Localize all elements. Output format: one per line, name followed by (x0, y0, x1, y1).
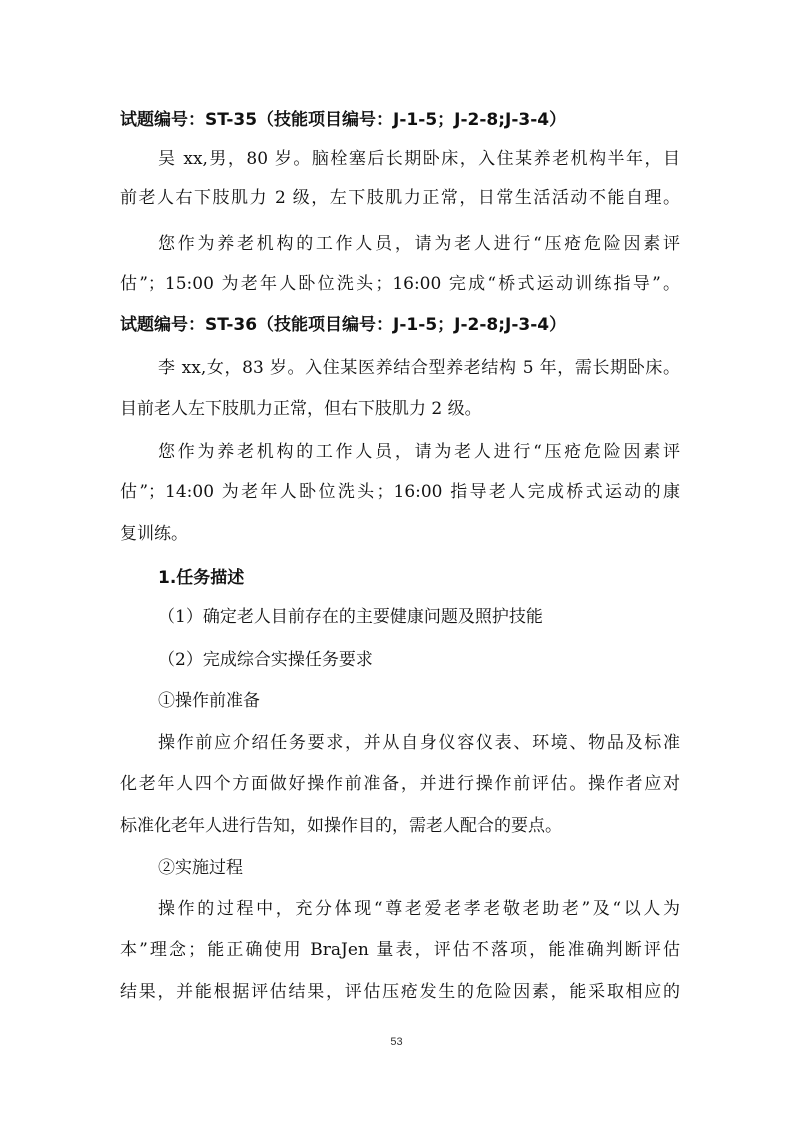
paragraph-line: 估”；14:00 为老年人卧位洗头；16:00 指导老人完成桥式运动的康 (120, 482, 680, 502)
paragraph-line: 本”理念；能正确使用 BraJen 量表，评估不落项，能准确判断评估 (120, 940, 680, 960)
paragraph-line: 操作前应介绍任务要求，并从自身仪容仪表、环境、物品及标准 (158, 733, 680, 753)
subsection-heading: ①操作前准备 (158, 691, 260, 711)
paragraph-line: 估”；15:00 为老年人卧位洗头；16:00 完成“桥式运动训练指导”。 (120, 274, 680, 294)
paragraph-line: 您作为养老机构的工作人员，请为老人进行“压疮危险因素评 (158, 234, 680, 254)
paragraph-line: 标准化老年人进行告知，如操作目的，需老人配合的要点。 (120, 816, 562, 836)
question-heading-st36: 试题编号：ST-36（技能项目编号：J-1-5；J-2-8;J-3-4） (120, 315, 567, 335)
paragraph-line: 操作的过程中，充分体现“尊老爱老孝老敬老助老”及“以人为 (158, 899, 680, 919)
question-heading-st35: 试题编号：ST-35（技能项目编号：J-1-5；J-2-8;J-3-4） (120, 110, 567, 130)
paragraph-line: 李 xx,女，83 岁。入住某医养结合型养老结构 5 年，需长期卧床。 (158, 358, 680, 378)
paragraph-line: 结果，并能根据评估结果，评估压疮发生的危险因素，能采取相应的 (120, 982, 680, 1002)
paragraph-line: 复训练。 (120, 524, 188, 544)
paragraph-line: 吴 xx,男，80 岁。脑栓塞后长期卧床，入住某养老机构半年，目 (158, 149, 680, 169)
paragraph-line: 前老人右下肢肌力 2 级，左下肢肌力正常，日常生活活动不能自理。 (120, 188, 680, 208)
subsection-heading: ②实施过程 (158, 858, 243, 878)
paragraph-line: 目前老人左下肢肌力正常，但右下肢肌力 2 级。 (120, 399, 482, 419)
paragraph-line: 化老年人四个方面做好操作前准备，并进行操作前评估。操作者应对 (120, 774, 680, 794)
list-item: （2）完成综合实操任务要求 (158, 650, 373, 670)
section-heading: 1.任务描述 (158, 568, 245, 588)
page-number: 53 (390, 1036, 403, 1048)
list-item: （1）确定老人目前存在的主要健康问题及照护技能 (158, 607, 543, 627)
paragraph-line: 您作为养老机构的工作人员，请为老人进行“压疮危险因素评 (158, 442, 680, 462)
